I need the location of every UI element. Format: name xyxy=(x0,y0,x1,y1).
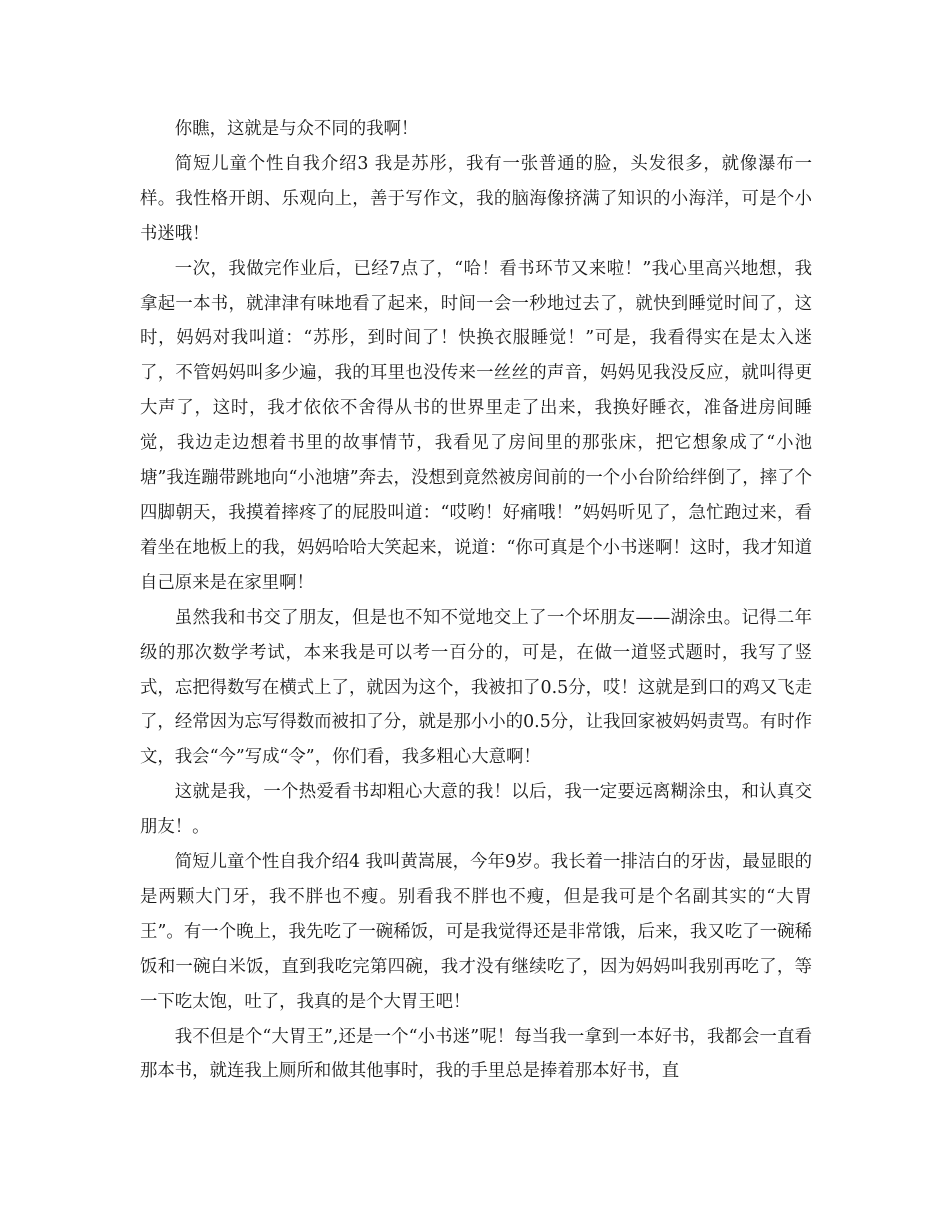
paragraph-5: 这就是我，一个热爱看书却粗心大意的我！以后，我一定要远离糊涂虫，和认真交朋友！。 xyxy=(140,782,812,838)
paragraph-4: 虽然我和书交了朋友，但是也不知不觉地交上了一个坏朋友——湖涂虫。记得二年级的那次数学考试，本来我是可以考一百分的，可是，在做一道竖式题时，我写了竖式，忘把得数写在横式上了，就因为这个，我被扣了0.5分，哎！这就是到口的鸡又飞走了，经常因为忘写得数而被扣了分，就是那小小的0.5分，让我回家被妈妈责骂。有时作文，我会“今”写成“令”，你们看，我多粗心大意啊！ xyxy=(140,607,812,768)
paragraph-2: 简短儿童个性自我介绍3 我是苏彤，我有一张普通的脸，头发很多，就像瀑布一样。我性格开朗、乐观向上，善于写作文，我的脑海像挤满了知识的小海洋，可是个小书迷哦！ xyxy=(140,153,812,244)
paragraph-3: 一次，我做完作业后，已经7点了，“哈！看书环节又来啦！”我心里高兴地想，我拿起一本书，就津津有味地看了起来，时间一会一秒地过去了，就快到睡觉时间了，这时，妈妈对我叫道：“苏彤，到时间了！快换衣服睡觉！”可是，我看得实在是太入迷了，不管妈妈叫多少遍，我的耳里也没传来一丝丝的声音，妈妈见我没反应，就叫得更大声了，这时，我才依依不舍得从书的世界里走了出来，我换好睡衣，准备进房间睡觉，我边走边想着书里的故事情节，我看见了房间里的那张床，把它想象成了“小池塘”我连蹦带跳地向“小池塘”奔去，没想到竟然被房间前的一个小台阶给绊倒了，摔了个四脚朝天，我摸着摔疼了的屁股叫道：“哎哟！好痛哦！”妈妈听见了，急忙跑过来，看着坐在地板上的我，妈妈哈哈大笑起来，说道：“你可真是个小书迷啊！这时，我才知道自己原来是在家里啊！ xyxy=(140,258,812,593)
document-page xyxy=(140,112,812,1089)
paragraph-6: 简短儿童个性自我介绍4 我叫黄嵩展，今年9岁。我长着一排洁白的牙齿，最显眼的是两颗大门牙，我不胖也不瘦。别看我不胖也不瘦，但是我可是个名副其实的“大胃王”。有一个晚上，我先吃了一碗稀饭，可是我觉得还是非常饿，后来，我又吃了一碗稀饭和一碗白米饭，直到我吃完第四碗，我才没有继续吃了，因为妈妈叫我别再吃了，等一下吃太饱，吐了，我真的是个大胃王吧！ xyxy=(140,852,812,1012)
paragraph-1: 你瞧，这就是与众不同的我啊！ xyxy=(174,119,419,139)
paragraph-7: 我不但是个“大胃王”,还是一个“小书迷”呢！每当我一拿到一本好书，我都会一直看那本书，就连我上厕所和做其他事时，我的手里总是捧着那本好书，直 xyxy=(140,1026,812,1082)
